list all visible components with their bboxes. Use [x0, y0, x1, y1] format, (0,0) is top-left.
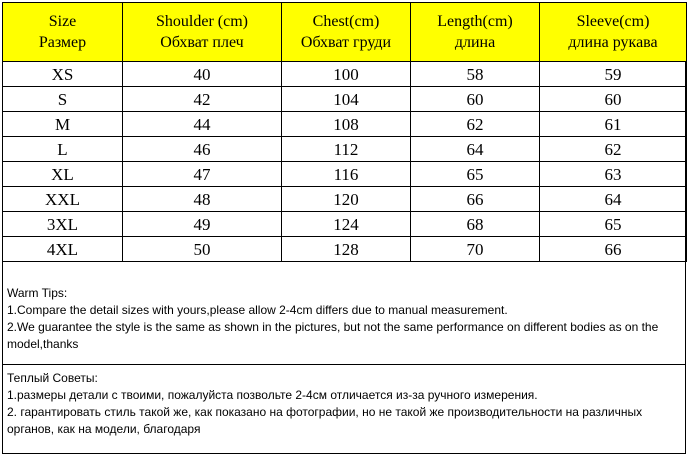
header-chest-en: Chest(cm): [312, 13, 380, 30]
shoulder-cell: 46: [123, 137, 282, 162]
sleeve-cell: 62: [540, 137, 687, 162]
sleeve-cell: 65: [540, 212, 687, 237]
table-row: [3, 137, 687, 162]
size-chart-sheet: [2, 2, 686, 454]
warm-tips-line-2: 2.We guarantee the style is the same as shown in the pictures, but not the same performance on different bodies as on the model,thanks: [7, 320, 659, 351]
header-length-ru: длина: [454, 34, 496, 51]
size-cell: 3XL: [3, 212, 123, 237]
shoulder-cell: 44: [123, 112, 282, 137]
shoulder-cell: 40: [123, 62, 282, 87]
table-row: [3, 112, 687, 137]
sleeve-cell: 59: [540, 62, 687, 87]
size-cell: S: [3, 87, 123, 112]
warm-tips-title: Warm Tips:: [7, 286, 68, 300]
table-row: [3, 62, 687, 87]
chest-cell: 104: [282, 87, 411, 112]
shoulder-cell: 42: [123, 87, 282, 112]
header-row: [3, 3, 687, 62]
header-chest-ru: Обхват груди: [300, 34, 392, 51]
header-size-en: Size: [48, 13, 77, 30]
size-cell: L: [3, 137, 123, 162]
size-table: [2, 2, 687, 262]
sleeve-cell: 60: [540, 87, 687, 112]
table-row: [3, 237, 687, 262]
chest-cell: 116: [282, 162, 411, 187]
size-cell: XXL: [3, 187, 123, 212]
header-sleeve: [540, 3, 687, 62]
header-chest: [282, 3, 411, 62]
size-cell: XL: [3, 162, 123, 187]
sleeve-cell: 61: [540, 112, 687, 137]
size-cell: M: [3, 112, 123, 137]
chest-cell: 124: [282, 212, 411, 237]
shoulder-cell: 48: [123, 187, 282, 212]
size-table-body: [3, 62, 687, 262]
warm-tips-ru-line-2: 2. гарантировать стиль такой же, как показано на фотографии, но не такой же производительности на различных органов, как на модели, благодаря: [7, 405, 643, 436]
header-size-ru: Размер: [38, 34, 87, 51]
header-sleeve-en: Sleeve(cm): [576, 13, 650, 30]
warm-tips-ru-line-1: 1.размеры детали с твоими, пожалуйста позвольте 2-4см отличается из-за ручного измерения.: [7, 388, 538, 402]
warm-tips-ru-title: Теплый Советы:: [7, 371, 98, 385]
header-size: [3, 3, 123, 62]
sleeve-cell: 64: [540, 187, 687, 212]
shoulder-cell: 50: [123, 237, 282, 262]
header-length: [411, 3, 540, 62]
size-cell: 4XL: [3, 237, 123, 262]
chest-cell: 120: [282, 187, 411, 212]
chest-cell: 100: [282, 62, 411, 87]
length-cell: 66: [411, 187, 540, 212]
shoulder-cell: 49: [123, 212, 282, 237]
size-table-header: [3, 3, 687, 62]
sleeve-cell: 63: [540, 162, 687, 187]
chest-cell: 112: [282, 137, 411, 162]
warm-tips-russian: [3, 370, 685, 438]
warm-tips-line-1: 1.Compare the detail sizes with yours,please allow 2-4cm differs due to manual measurement.: [7, 303, 508, 317]
length-cell: 62: [411, 112, 540, 137]
shoulder-cell: 47: [123, 162, 282, 187]
chest-cell: 128: [282, 237, 411, 262]
table-row: [3, 212, 687, 237]
length-cell: 58: [411, 62, 540, 87]
header-shoulder: [123, 3, 282, 62]
size-cell: XS: [3, 62, 123, 87]
sleeve-cell: 66: [540, 237, 687, 262]
header-length-en: Length(cm): [437, 13, 513, 30]
length-cell: 64: [411, 137, 540, 162]
table-row: [3, 87, 687, 112]
table-row: [3, 187, 687, 212]
length-cell: 65: [411, 162, 540, 187]
table-row: [3, 162, 687, 187]
length-cell: 70: [411, 237, 540, 262]
header-shoulder-ru: Обхват плеч: [160, 34, 244, 51]
chest-cell: 108: [282, 112, 411, 137]
length-cell: 60: [411, 87, 540, 112]
length-cell: 68: [411, 212, 540, 237]
warm-tips-english: [3, 285, 685, 365]
header-sleeve-ru: длина рукава: [568, 34, 658, 51]
header-shoulder-en: Shoulder (cm): [156, 13, 248, 30]
